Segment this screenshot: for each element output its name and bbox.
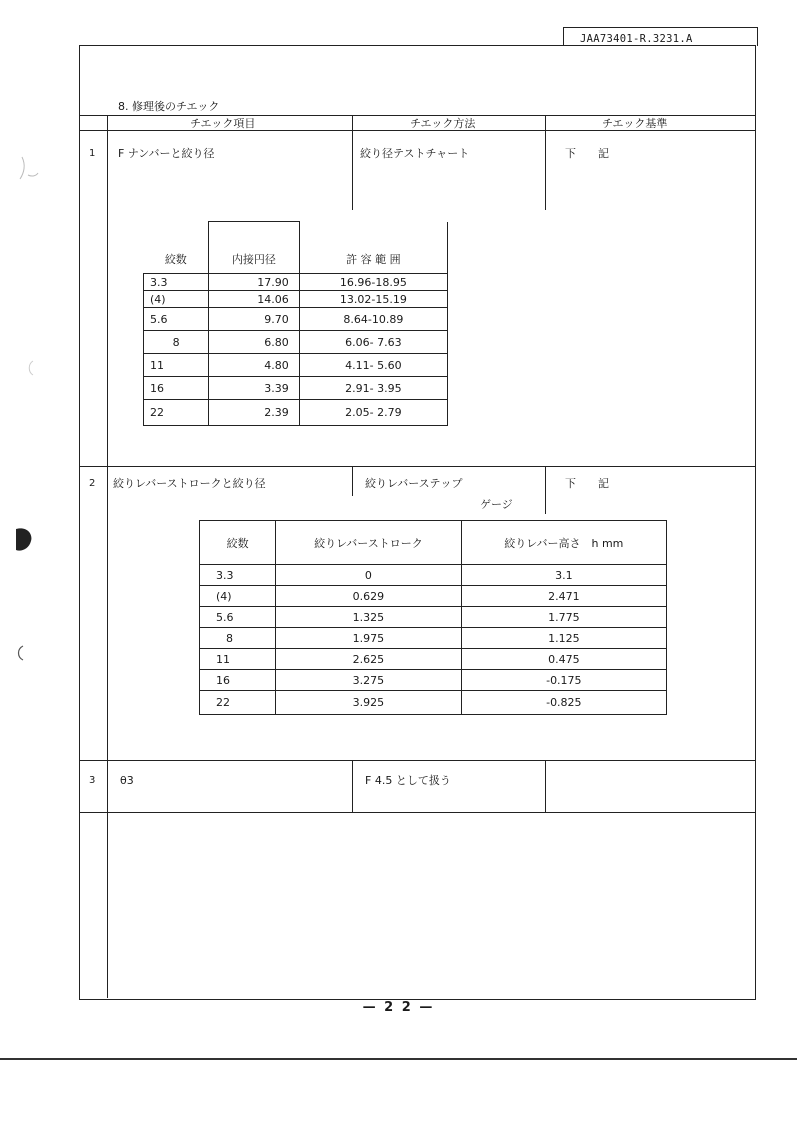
t1-cell: (4) <box>144 291 209 308</box>
table-row <box>200 628 667 649</box>
t1-cell: 4.80 <box>209 354 300 377</box>
t2-cell: 3.275 <box>276 670 462 691</box>
t1-cell: 14.06 <box>209 291 300 308</box>
row2-item: 絞りレバーストロークと絞り径 <box>113 477 266 490</box>
t2-cell: 8 <box>200 628 276 649</box>
t1-cell: 16.96-18.95 <box>299 274 447 291</box>
t2-cell: 2.471 <box>461 586 666 607</box>
t1-cell: 5.6 <box>144 308 209 331</box>
t1-cell: 9.70 <box>209 308 300 331</box>
row3-top-line <box>79 760 756 761</box>
table-row <box>144 400 448 426</box>
t1-cell: 22 <box>144 400 209 426</box>
t2-cell: -0.825 <box>461 691 666 715</box>
t2-header-aperture: 絞数 <box>200 521 276 565</box>
t2-cell: (4) <box>200 586 276 607</box>
row2-method: 絞りレバーステップ <box>365 477 463 490</box>
row1-divider-standard <box>545 130 546 210</box>
table-row <box>144 331 448 354</box>
row2-top-line <box>79 466 756 467</box>
row3-bottom-line <box>79 812 756 813</box>
t1-cell: 16 <box>144 377 209 400</box>
punch-hole-mark <box>14 527 34 553</box>
header-bottom-line <box>79 130 756 131</box>
t1-cell: 17.90 <box>209 274 300 291</box>
t1-cell: 8.64-10.89 <box>299 308 447 331</box>
row1-standard: 下 記 <box>565 147 609 160</box>
t1-cell: 6.06- 7.63 <box>299 331 447 354</box>
t2-cell: -0.175 <box>461 670 666 691</box>
t1-cell: 2.91- 3.95 <box>299 377 447 400</box>
t2-cell: 2.625 <box>276 649 462 670</box>
faint-mark-top <box>18 155 40 183</box>
divider-standard-header <box>545 115 546 130</box>
row3-method: F 4.5 として扱う <box>365 774 451 787</box>
header-standard: チエック基準 <box>602 117 668 130</box>
t2-cell: 0.629 <box>276 586 462 607</box>
row3-item: θ3 <box>120 774 134 787</box>
row2-method-gauge: ゲージ <box>480 498 513 511</box>
t2-cell: 22 <box>200 691 276 715</box>
row2-standard: 下 記 <box>565 477 609 490</box>
faint-mark-mid <box>25 360 35 376</box>
paren-mark <box>15 645 25 661</box>
table-row <box>200 691 667 715</box>
page-number: — 2 2 — <box>362 1000 435 1015</box>
t2-cell: 3.3 <box>200 565 276 586</box>
header-top-line <box>79 115 756 116</box>
row3-divider-method <box>352 760 353 812</box>
t2-cell: 0 <box>276 565 462 586</box>
bottom-rule <box>0 1058 797 1060</box>
table-row <box>144 354 448 377</box>
lever-stroke-table <box>199 520 667 715</box>
table-row <box>200 565 667 586</box>
t2-cell: 5.6 <box>200 607 276 628</box>
t2-cell: 3.925 <box>276 691 462 715</box>
table-row <box>144 274 448 291</box>
row2-divider-method <box>352 466 353 496</box>
row1-method: 絞り径テストチャート <box>360 147 470 160</box>
t1-cell: 4.11- 5.60 <box>299 354 447 377</box>
t2-cell: 11 <box>200 649 276 670</box>
row3-number: 3 <box>89 775 96 786</box>
table-row <box>144 377 448 400</box>
table-row <box>144 308 448 331</box>
t2-header-stroke: 絞りレバーストローク <box>276 521 462 565</box>
row2-divider-standard <box>545 466 546 514</box>
t1-header-tolerance: 許 容 範 囲 <box>299 222 447 274</box>
t1-cell: 13.02-15.19 <box>299 291 447 308</box>
t1-cell: 6.80 <box>209 331 300 354</box>
row2-number: 2 <box>89 478 96 489</box>
t1-cell: 2.05- 2.79 <box>299 400 447 426</box>
t2-cell: 1.325 <box>276 607 462 628</box>
t1-cell: 11 <box>144 354 209 377</box>
aperture-diameter-table <box>143 221 448 426</box>
header-method: チエック方法 <box>410 117 476 130</box>
doc-id: JAA73401-R.3231.A <box>580 33 693 45</box>
table-row <box>200 586 667 607</box>
table-row <box>200 670 667 691</box>
row1-number: 1 <box>89 148 96 159</box>
t2-cell: 0.475 <box>461 649 666 670</box>
table-row <box>200 649 667 670</box>
t2-header-height: 絞りレバー高さ h mm <box>461 521 666 565</box>
divider-method-header <box>352 115 353 130</box>
t1-cell: 3.39 <box>209 377 300 400</box>
t2-cell: 1.975 <box>276 628 462 649</box>
section-title: 8. 修理後のチエック <box>118 100 220 113</box>
number-column-line <box>107 115 108 998</box>
t2-cell: 16 <box>200 670 276 691</box>
header-item: チエック項目 <box>190 117 256 130</box>
t1-cell: 2.39 <box>209 400 300 426</box>
table-row <box>144 291 448 308</box>
t2-cell: 1.125 <box>461 628 666 649</box>
row3-divider-standard <box>545 760 546 812</box>
t1-header-diameter: 内接円径 <box>209 222 300 274</box>
table-row <box>200 607 667 628</box>
t1-cell: 8 <box>144 331 209 354</box>
row1-divider-method <box>352 130 353 210</box>
t1-header-aperture: 絞数 <box>144 222 209 274</box>
row1-item: F ナンバーと絞り径 <box>118 147 215 160</box>
t2-cell: 3.1 <box>461 565 666 586</box>
t1-cell: 3.3 <box>144 274 209 291</box>
t2-cell: 1.775 <box>461 607 666 628</box>
